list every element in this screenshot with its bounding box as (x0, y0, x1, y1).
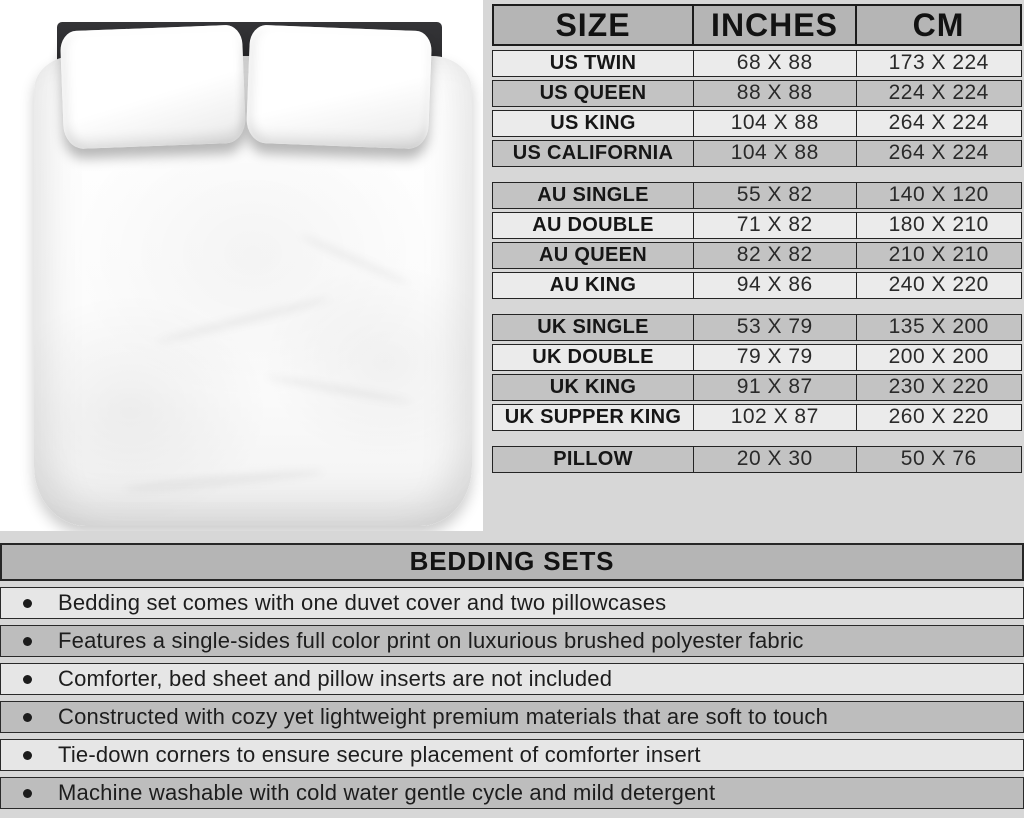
cell-cm: 264 X 224 (856, 140, 1023, 167)
cell-size: PILLOW (492, 446, 694, 473)
size-row (492, 140, 1022, 167)
duvet-crease (124, 467, 324, 493)
cell-inches: 104 X 88 (693, 140, 858, 167)
cell-inches: 94 X 86 (693, 272, 858, 299)
cell-cm: 230 X 220 (856, 374, 1023, 401)
bullet-text: Bedding set comes with one duvet cover and two pillowcases (58, 590, 667, 615)
bullet-text: Features a single-sides full color print on luxurious brushed polyester fabric (58, 628, 804, 653)
cell-size: UK SINGLE (492, 314, 694, 341)
size-row (492, 272, 1022, 299)
cell-size: AU DOUBLE (492, 212, 694, 239)
cell-inches: 82 X 82 (693, 242, 858, 269)
bullet-row (0, 701, 1024, 733)
size-row (492, 110, 1022, 137)
cell-inches: 102 X 87 (693, 404, 858, 431)
size-row (492, 446, 1022, 473)
duvet-crease (156, 294, 333, 345)
size-row (492, 50, 1022, 77)
cell-size: US KING (492, 110, 694, 137)
cell-cm: 140 X 120 (856, 182, 1023, 209)
bullet-row (0, 777, 1024, 809)
cell-cm: 210 X 210 (856, 242, 1023, 269)
cell-cm: 260 X 220 (856, 404, 1023, 431)
cell-inches: 79 X 79 (693, 344, 858, 371)
bullet-text: Comforter, bed sheet and pillow inserts are not included (58, 666, 613, 691)
info-title: BEDDING SETS (409, 546, 615, 576)
cell-cm: 200 X 200 (856, 344, 1023, 371)
size-group-uk (492, 314, 1022, 431)
duvet-crease (265, 373, 414, 406)
bullet-icon (23, 789, 32, 798)
header-inches: INCHES (692, 4, 857, 46)
cell-cm: 173 X 224 (856, 50, 1023, 77)
bullet-row (0, 739, 1024, 771)
size-group-pillow (492, 446, 1022, 473)
cell-size: UK KING (492, 374, 694, 401)
cell-cm: 240 X 220 (856, 272, 1023, 299)
cell-cm: 50 X 76 (856, 446, 1023, 473)
header-size: SIZE (492, 4, 694, 46)
cell-size: UK DOUBLE (492, 344, 694, 371)
cell-inches: 55 X 82 (693, 182, 858, 209)
cell-size: US CALIFORNIA (492, 140, 694, 167)
bullet-list (0, 587, 1024, 815)
size-row (492, 80, 1022, 107)
size-group-us (492, 50, 1022, 167)
info-title-bar (0, 543, 1024, 581)
size-row (492, 212, 1022, 239)
cell-inches: 68 X 88 (693, 50, 858, 77)
cell-inches: 88 X 88 (693, 80, 858, 107)
size-row (492, 242, 1022, 269)
bullet-icon (23, 637, 32, 646)
pillow-right (246, 25, 432, 150)
bullet-row (0, 663, 1024, 695)
bullet-row (0, 625, 1024, 657)
bullet-icon (23, 675, 32, 684)
cell-size: US QUEEN (492, 80, 694, 107)
cell-cm: 224 X 224 (856, 80, 1023, 107)
size-row (492, 344, 1022, 371)
size-row (492, 374, 1022, 401)
size-table-header-row (492, 4, 1022, 46)
bedding-photo (0, 0, 483, 531)
size-table (492, 4, 1022, 473)
cell-inches: 20 X 30 (693, 446, 858, 473)
cell-size: AU SINGLE (492, 182, 694, 209)
bullet-text: Tie-down corners to ensure secure placement of comforter insert (58, 742, 701, 767)
pillow-left (60, 25, 246, 150)
bullet-icon (23, 713, 32, 722)
cell-cm: 180 X 210 (856, 212, 1023, 239)
cell-size: UK SUPPER KING (492, 404, 694, 431)
cell-cm: 264 X 224 (856, 110, 1023, 137)
cell-inches: 91 X 87 (693, 374, 858, 401)
bullet-text: Machine washable with cold water gentle cycle and mild detergent (58, 780, 716, 805)
bullet-icon (23, 751, 32, 760)
bullet-icon (23, 599, 32, 608)
cell-inches: 104 X 88 (693, 110, 858, 137)
size-row (492, 182, 1022, 209)
size-group-au (492, 182, 1022, 299)
size-table-groups (492, 50, 1022, 473)
size-row (492, 404, 1022, 431)
cell-inches: 53 X 79 (693, 314, 858, 341)
header-cm: CM (855, 4, 1022, 46)
cell-size: US TWIN (492, 50, 694, 77)
bullet-row (0, 587, 1024, 619)
cell-size: AU QUEEN (492, 242, 694, 269)
cell-cm: 135 X 200 (856, 314, 1023, 341)
size-row (492, 314, 1022, 341)
cell-inches: 71 X 82 (693, 212, 858, 239)
duvet-crease (298, 232, 410, 287)
cell-size: AU KING (492, 272, 694, 299)
bullet-text: Constructed with cozy yet lightweight premium materials that are soft to touch (58, 704, 829, 729)
